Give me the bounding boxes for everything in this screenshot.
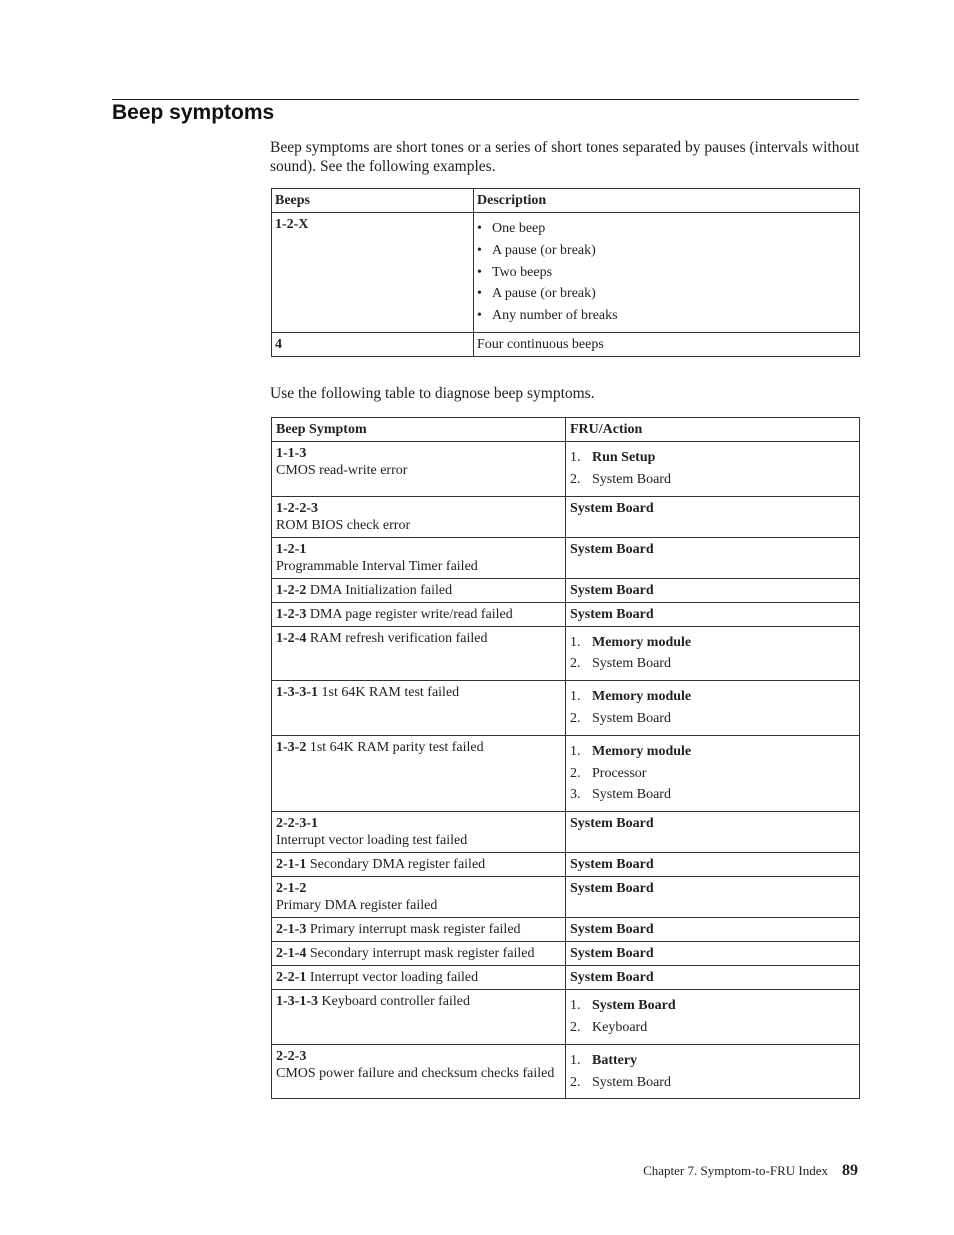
action-text: System Board xyxy=(592,656,671,672)
beep-code: 2-1-2 xyxy=(276,881,307,897)
col-header-beeps: Beeps xyxy=(272,189,474,213)
symptom-description: DMA page register write/read failed xyxy=(309,606,513,622)
table-row xyxy=(272,966,860,990)
beep-symptom-cell xyxy=(272,966,566,990)
action-text: System Board xyxy=(592,787,671,803)
beep-description xyxy=(474,213,860,333)
symptom-description: Primary DMA register failed xyxy=(276,898,438,914)
diagnosis-rows xyxy=(272,442,860,1099)
chapter-title: Chapter 7. Symptom-to-FRU Index xyxy=(643,1163,828,1178)
action-text: System Board xyxy=(570,857,654,873)
symptom-description: Interrupt vector loading failed xyxy=(309,970,479,986)
beep-examples-table xyxy=(271,188,860,357)
beep-code: 1-3-1-3 xyxy=(276,994,318,1010)
beep-code: 1-3-3-1 xyxy=(276,685,318,701)
beep-code: 1-3-2 xyxy=(276,739,307,755)
beep-symptom-cell xyxy=(272,918,566,942)
page-number: 89 xyxy=(842,1162,858,1179)
table-row xyxy=(272,578,860,602)
fru-action-cell xyxy=(566,578,860,602)
list-item: 2. System Board xyxy=(570,656,671,672)
action-text: Run Setup xyxy=(592,450,656,465)
beep-symptom-cell xyxy=(272,877,566,918)
col-header-fru-action: FRU/Action xyxy=(566,418,860,442)
table-row xyxy=(272,990,860,1045)
beep-symptom-cell xyxy=(272,578,566,602)
action-text: Keyboard xyxy=(592,1019,648,1035)
list-item: 1. System Board xyxy=(570,998,676,1014)
list-item: • A pause (or break) xyxy=(477,240,855,262)
fru-action-cell xyxy=(566,853,860,877)
beep-diagnosis-table xyxy=(271,417,860,1099)
fru-action-cell xyxy=(566,966,860,990)
beep-symptom-cell xyxy=(272,990,566,1045)
table-row xyxy=(272,918,860,942)
table-row xyxy=(272,812,860,853)
fru-action-cell xyxy=(566,990,860,1045)
symptom-description: 1st 64K RAM test failed xyxy=(321,685,460,701)
fru-action-cell xyxy=(566,496,860,537)
beep-symptom-cell xyxy=(272,942,566,966)
heading-rule xyxy=(112,99,859,100)
action-text: Battery xyxy=(592,1052,638,1068)
beep-symptom-cell xyxy=(272,812,566,853)
beep-symptom-cell xyxy=(272,496,566,537)
symptom-description: Keyboard controller failed xyxy=(321,994,470,1010)
beep-code: 2-1-3 xyxy=(276,922,307,938)
list-item: • Two beeps xyxy=(477,262,855,284)
action-list xyxy=(570,447,855,491)
table-row xyxy=(272,602,860,626)
symptom-description: Secondary interrupt mask register failed xyxy=(309,946,535,962)
fru-action-cell xyxy=(566,735,860,811)
beep-symptom-cell xyxy=(272,735,566,811)
action-text: System Board xyxy=(592,998,676,1014)
fru-action-cell xyxy=(566,442,860,497)
table-row xyxy=(272,442,860,497)
beep-code: 2-1-4 xyxy=(276,946,307,962)
symptom-description: Interrupt vector loading test failed xyxy=(276,833,468,849)
page-title: Beep symptoms xyxy=(112,101,275,124)
symptom-description: Primary interrupt mask register failed xyxy=(309,922,521,938)
table-row xyxy=(272,735,860,811)
action-text: Memory module xyxy=(592,634,692,650)
beep-code: 1-2-4 xyxy=(276,630,307,646)
action-list xyxy=(570,995,855,1039)
table-row xyxy=(272,1044,860,1099)
table-row xyxy=(272,496,860,537)
list-item: 1. Memory module xyxy=(570,689,692,705)
fru-action-cell xyxy=(566,537,860,578)
beep-symptom-cell xyxy=(272,442,566,497)
list-item: • Any number of breaks xyxy=(477,305,855,327)
action-list xyxy=(570,1050,855,1094)
symptom-description: Programmable Interval Timer failed xyxy=(276,558,478,574)
fru-action-cell xyxy=(566,626,860,681)
beep-symptom-cell xyxy=(272,681,566,736)
symptom-description: 1st 64K RAM parity test failed xyxy=(309,739,484,755)
fru-action-cell xyxy=(566,1044,860,1099)
beep-symptom-cell xyxy=(272,537,566,578)
action-text: System Board xyxy=(570,946,654,962)
beep-symptom-cell xyxy=(272,602,566,626)
table-row xyxy=(272,942,860,966)
beep-code: 4 xyxy=(272,332,474,356)
page-footer xyxy=(643,1162,858,1180)
beep-code: 2-2-1 xyxy=(276,970,307,986)
action-text: System Board xyxy=(592,710,671,726)
action-text: System Board xyxy=(592,1074,671,1090)
table-row xyxy=(272,853,860,877)
action-text: System Board xyxy=(570,582,654,598)
list-item: 1. Memory module xyxy=(570,634,692,650)
beep-description: Four continuous beeps xyxy=(474,332,860,356)
list-item: 1. Battery xyxy=(570,1052,638,1068)
table-row xyxy=(272,537,860,578)
list-item: 1. Run Setup xyxy=(570,450,656,465)
symptom-description: CMOS read-write error xyxy=(276,463,408,478)
list-item: 1. Memory module xyxy=(570,743,692,759)
action-list xyxy=(570,741,855,806)
beep-code: 1-2-X xyxy=(272,213,474,333)
table-row xyxy=(272,681,860,736)
table-row xyxy=(272,213,860,333)
list-item: • A pause (or break) xyxy=(477,283,855,305)
action-text: System Board xyxy=(570,541,654,557)
action-text: System Board xyxy=(570,500,654,516)
intro-paragraph: Beep symptoms are short tones or a series of short tones separated by pauses (intervals without sound). See the following examples. xyxy=(270,139,860,175)
symptom-description: RAM refresh verification failed xyxy=(309,630,488,646)
fru-action-cell xyxy=(566,877,860,918)
beep-code: 1-2-1 xyxy=(276,541,307,557)
diagnose-instruction: Use the following table to diagnose beep symptoms. xyxy=(270,385,595,402)
fru-action-cell xyxy=(566,942,860,966)
beep-symptom-cell xyxy=(272,626,566,681)
action-text: Memory module xyxy=(592,743,692,759)
action-text: System Board xyxy=(570,970,654,986)
col-header-description: Description xyxy=(474,189,860,213)
beep-code: 1-2-2 xyxy=(276,582,307,598)
action-text: System Board xyxy=(570,816,654,832)
list-item: 3. System Board xyxy=(570,787,671,803)
table-row xyxy=(272,877,860,918)
list-item: 2. Keyboard xyxy=(570,1019,648,1035)
action-list xyxy=(570,632,855,676)
action-text: System Board xyxy=(570,606,654,622)
beep-code: 1-2-3 xyxy=(276,606,307,622)
beep-symptom-cell xyxy=(272,1044,566,1099)
fru-action-cell xyxy=(566,602,860,626)
beep-code: 1-1-3 xyxy=(276,446,307,461)
symptom-description: ROM BIOS check error xyxy=(276,517,411,533)
beep-code: 1-2-2-3 xyxy=(276,500,318,516)
list-item: 2. Processor xyxy=(570,765,647,781)
action-text: System Board xyxy=(592,471,671,487)
list-item: 2. System Board xyxy=(570,471,671,487)
col-header-beep-symptom: Beep Symptom xyxy=(272,418,566,442)
action-text: System Board xyxy=(570,922,654,938)
beep-code: 2-2-3 xyxy=(276,1048,307,1064)
table-row xyxy=(272,626,860,681)
list-item: • One beep xyxy=(477,218,855,240)
fru-action-cell xyxy=(566,918,860,942)
list-item: 2. System Board xyxy=(570,710,671,726)
action-text: System Board xyxy=(570,881,654,897)
symptom-description: Secondary DMA register failed xyxy=(309,857,486,873)
symptom-description: CMOS power failure and checksum checks failed xyxy=(276,1065,555,1081)
table-row xyxy=(272,332,860,356)
list-item: 2. System Board xyxy=(570,1074,671,1090)
action-text: Processor xyxy=(592,765,647,781)
symptom-description: DMA Initialization failed xyxy=(309,582,453,598)
action-text: Memory module xyxy=(592,689,692,705)
beep-code: 2-2-3-1 xyxy=(276,816,318,832)
fru-action-cell xyxy=(566,812,860,853)
action-list xyxy=(570,686,855,730)
fru-action-cell xyxy=(566,681,860,736)
beep-code: 2-1-1 xyxy=(276,857,307,873)
beep-symptom-cell xyxy=(272,853,566,877)
